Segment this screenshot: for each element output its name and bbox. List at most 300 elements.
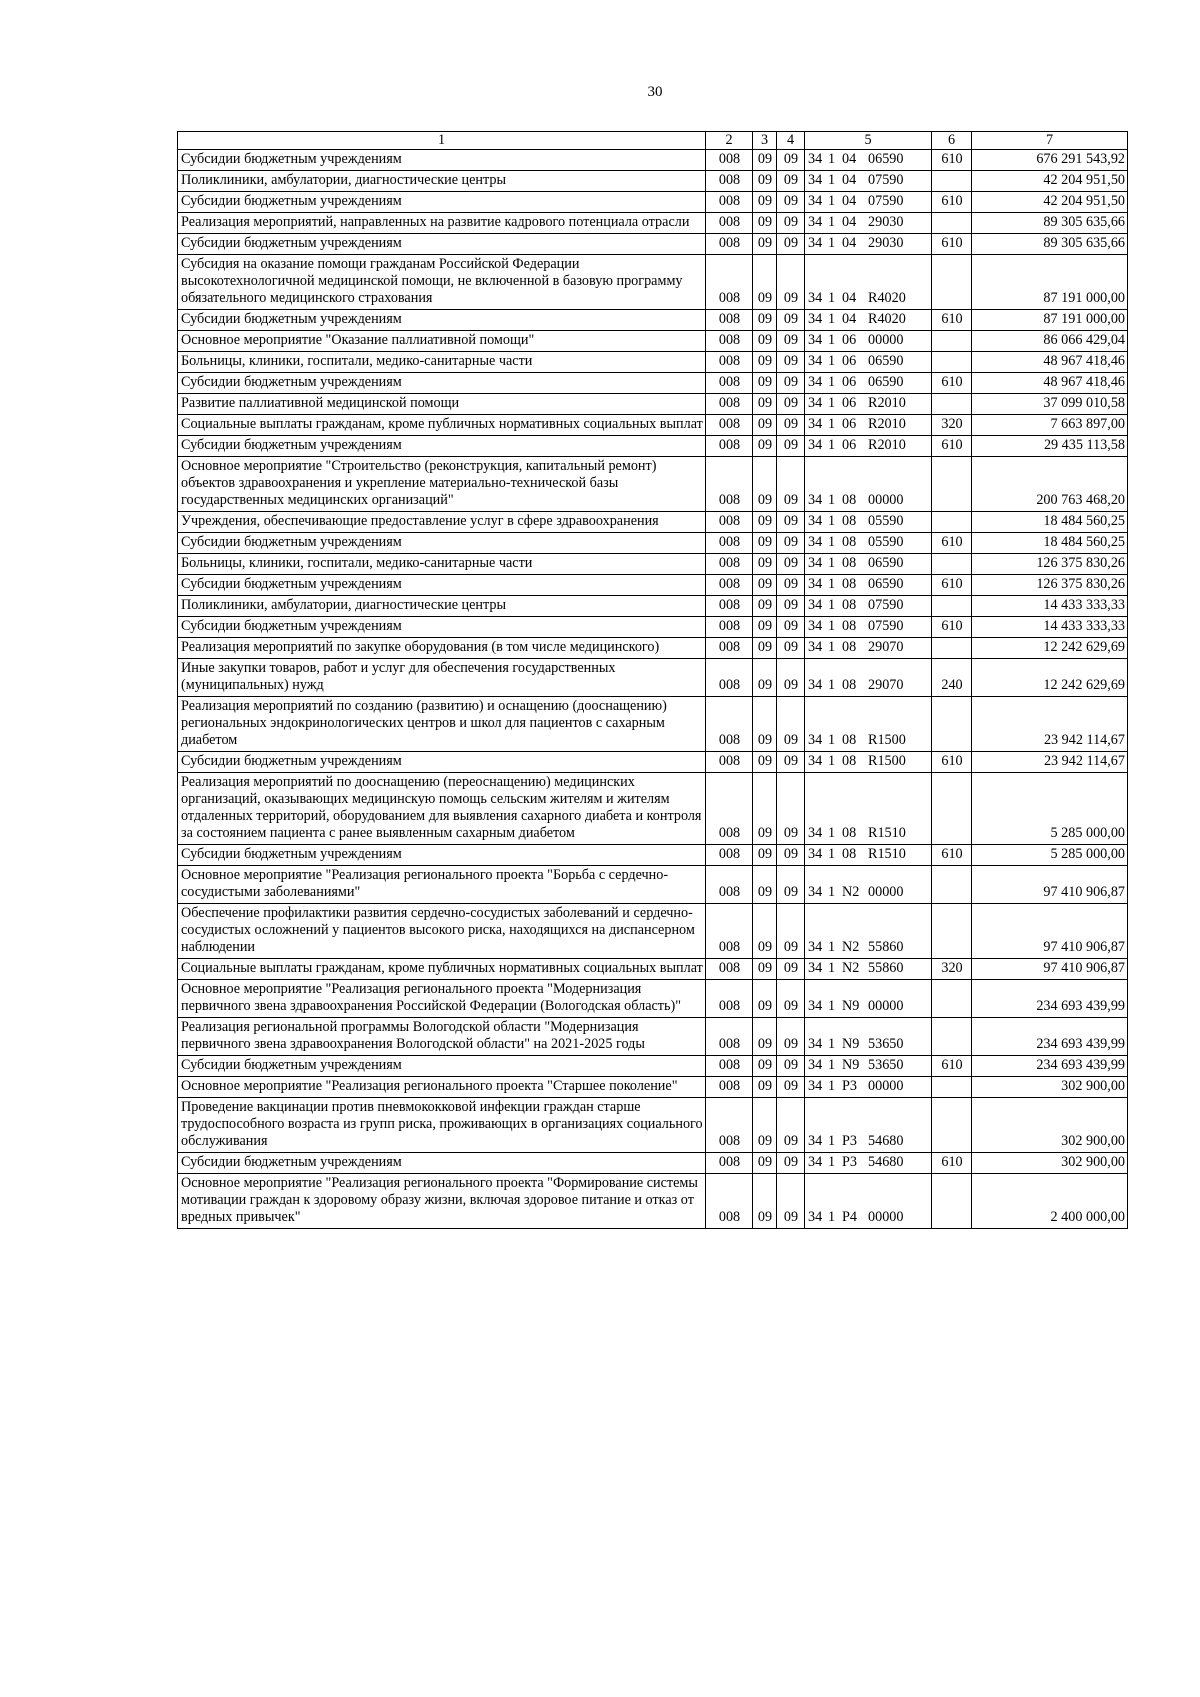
subsection-code: 09 xyxy=(777,1153,805,1174)
item-name: Реализация мероприятий по созданию (развитию) и оснащению (дооснащению) региональных эндокринологических центров и школ для пациентов с сахарным диабетом xyxy=(178,697,706,752)
target-article-part: 1 xyxy=(828,534,836,550)
target-article-part: 1 xyxy=(828,555,836,571)
target-article-code xyxy=(805,213,932,234)
target-article-part: 06590 xyxy=(868,576,904,592)
header-cell: 2 xyxy=(706,132,753,150)
section-code: 09 xyxy=(753,415,777,436)
target-article-code xyxy=(805,1077,932,1098)
target-article-part: 34 xyxy=(808,998,823,1014)
target-article-part: 1 xyxy=(828,513,836,529)
target-article-code xyxy=(805,959,932,980)
target-article-part: 1 xyxy=(828,618,836,634)
item-name: Субсидии бюджетным учреждениям xyxy=(178,234,706,255)
subsection-code: 09 xyxy=(777,845,805,866)
target-article-part: 1 xyxy=(828,576,836,592)
target-article-part: 04 xyxy=(842,172,857,188)
section-code: 09 xyxy=(753,866,777,904)
amount: 302 900,00 xyxy=(972,1098,1128,1153)
expense-type-code xyxy=(932,213,972,234)
target-article-part: 04 xyxy=(842,151,857,167)
item-name: Реализация мероприятий по закупке оборудования (в том числе медицинского) xyxy=(178,638,706,659)
table-row xyxy=(178,192,1128,213)
target-article-part: 07590 xyxy=(868,597,904,613)
target-article-code xyxy=(805,1098,932,1153)
expense-type-code: 320 xyxy=(932,415,972,436)
target-article-part: 1 xyxy=(828,825,836,841)
target-article-part: 1 xyxy=(828,332,836,348)
target-article-part: 1 xyxy=(828,374,836,390)
section-code: 09 xyxy=(753,310,777,331)
target-article-code xyxy=(805,352,932,373)
amount: 200 763 468,20 xyxy=(972,457,1128,512)
target-article-part: 54680 xyxy=(868,1154,904,1170)
table-row xyxy=(178,1098,1128,1153)
target-article-part: 34 xyxy=(808,846,823,862)
table-row xyxy=(178,638,1128,659)
target-article-part: 04 xyxy=(842,214,857,230)
table-row xyxy=(178,415,1128,436)
section-code: 09 xyxy=(753,255,777,310)
target-article-part: 34 xyxy=(808,437,823,453)
table-row xyxy=(178,1153,1128,1174)
ministry-code: 008 xyxy=(706,234,753,255)
ministry-code: 008 xyxy=(706,171,753,192)
target-article-code xyxy=(805,150,932,171)
ministry-code: 008 xyxy=(706,310,753,331)
amount: 234 693 439,99 xyxy=(972,1056,1128,1077)
table-row xyxy=(178,512,1128,533)
target-article-part: 00000 xyxy=(868,998,904,1014)
target-article-part: 08 xyxy=(842,753,857,769)
subsection-code: 09 xyxy=(777,394,805,415)
target-article-part: 1 xyxy=(828,437,836,453)
ministry-code: 008 xyxy=(706,331,753,352)
target-article-code xyxy=(805,845,932,866)
target-article-part: N9 xyxy=(842,1057,860,1073)
section-code: 09 xyxy=(753,638,777,659)
target-article-part: 34 xyxy=(808,151,823,167)
expense-type-code xyxy=(932,904,972,959)
target-article-part: 08 xyxy=(842,576,857,592)
amount: 87 191 000,00 xyxy=(972,310,1128,331)
target-article-part: 1 xyxy=(828,960,836,976)
target-article-part: 1 xyxy=(828,597,836,613)
subsection-code: 09 xyxy=(777,1056,805,1077)
target-article-part: 06590 xyxy=(868,555,904,571)
table-row xyxy=(178,866,1128,904)
target-article-part: 1 xyxy=(828,416,836,432)
target-article-code xyxy=(805,310,932,331)
target-article-part: 34 xyxy=(808,235,823,251)
amount: 234 693 439,99 xyxy=(972,980,1128,1018)
target-article-part: 34 xyxy=(808,534,823,550)
ministry-code: 008 xyxy=(706,554,753,575)
target-article-part: N2 xyxy=(842,939,860,955)
section-code: 09 xyxy=(753,352,777,373)
table-row xyxy=(178,331,1128,352)
target-article-part: 34 xyxy=(808,884,823,900)
subsection-code: 09 xyxy=(777,373,805,394)
amount: 48 967 418,46 xyxy=(972,373,1128,394)
target-article-part: 29030 xyxy=(868,235,904,251)
section-code: 09 xyxy=(753,436,777,457)
target-article-part: 06 xyxy=(842,332,857,348)
expense-type-code: 240 xyxy=(932,659,972,697)
target-article-part: R1500 xyxy=(868,732,906,748)
expense-type-code xyxy=(932,352,972,373)
target-article-part: 08 xyxy=(842,555,857,571)
target-article-code xyxy=(805,752,932,773)
table-row xyxy=(178,1077,1128,1098)
table-row xyxy=(178,659,1128,697)
section-code: 09 xyxy=(753,192,777,213)
subsection-code: 09 xyxy=(777,457,805,512)
target-article-code xyxy=(805,904,932,959)
expense-type-code: 610 xyxy=(932,234,972,255)
target-article-part: N2 xyxy=(842,884,860,900)
section-code: 09 xyxy=(753,213,777,234)
target-article-part: 29070 xyxy=(868,639,904,655)
target-article-part: 29070 xyxy=(868,677,904,693)
target-article-part: 07590 xyxy=(868,618,904,634)
subsection-code: 09 xyxy=(777,659,805,697)
ministry-code: 008 xyxy=(706,959,753,980)
target-article-part: 1 xyxy=(828,1154,836,1170)
table-row xyxy=(178,533,1128,554)
ministry-code: 008 xyxy=(706,192,753,213)
item-name: Развитие паллиативной медицинской помощи xyxy=(178,394,706,415)
amount: 5 285 000,00 xyxy=(972,773,1128,845)
amount: 42 204 951,50 xyxy=(972,171,1128,192)
ministry-code: 008 xyxy=(706,866,753,904)
target-article-code xyxy=(805,866,932,904)
item-name: Субсидии бюджетным учреждениям xyxy=(178,1153,706,1174)
target-article-part: 00000 xyxy=(868,1209,904,1225)
item-name: Реализация мероприятий, направленных на развитие кадрового потенциала отрасли xyxy=(178,213,706,234)
subsection-code: 09 xyxy=(777,192,805,213)
item-name: Субсидии бюджетным учреждениям xyxy=(178,373,706,394)
section-code: 09 xyxy=(753,980,777,1018)
table-row xyxy=(178,554,1128,575)
target-article-code xyxy=(805,575,932,596)
ministry-code: 008 xyxy=(706,150,753,171)
target-article-part: 34 xyxy=(808,825,823,841)
ministry-code: 008 xyxy=(706,1098,753,1153)
subsection-code: 09 xyxy=(777,980,805,1018)
target-article-part: 34 xyxy=(808,753,823,769)
section-code: 09 xyxy=(753,533,777,554)
expense-type-code xyxy=(932,773,972,845)
table-row xyxy=(178,1174,1128,1229)
target-article-part: 04 xyxy=(842,290,857,306)
table-row xyxy=(178,845,1128,866)
table-row xyxy=(178,959,1128,980)
target-article-code xyxy=(805,697,932,752)
table-row xyxy=(178,234,1128,255)
table-row xyxy=(178,773,1128,845)
subsection-code: 09 xyxy=(777,1077,805,1098)
ministry-code: 008 xyxy=(706,752,753,773)
section-code: 09 xyxy=(753,373,777,394)
expense-type-code xyxy=(932,512,972,533)
expense-type-code: 610 xyxy=(932,436,972,457)
target-article-part: 00000 xyxy=(868,332,904,348)
page-number: 30 xyxy=(647,84,663,100)
target-article-part: 34 xyxy=(808,960,823,976)
section-code: 09 xyxy=(753,554,777,575)
target-article-part: 1 xyxy=(828,939,836,955)
target-article-part: 1 xyxy=(828,353,836,369)
amount: 87 191 000,00 xyxy=(972,255,1128,310)
table-row xyxy=(178,1056,1128,1077)
budget-table xyxy=(177,131,1128,1229)
ministry-code: 008 xyxy=(706,773,753,845)
subsection-code: 09 xyxy=(777,234,805,255)
item-name: Обеспечение профилактики развития сердечно-сосудистых заболеваний и сердечно-сосудистых осложнений у пациентов высокого риска, находящихся на диспансерном наблюдении xyxy=(178,904,706,959)
ministry-code: 008 xyxy=(706,373,753,394)
target-article-code xyxy=(805,554,932,575)
amount: 48 967 418,46 xyxy=(972,352,1128,373)
target-article-part: 06 xyxy=(842,353,857,369)
subsection-code: 09 xyxy=(777,697,805,752)
target-article-part: 1 xyxy=(828,311,836,327)
target-article-code xyxy=(805,255,932,310)
table-row xyxy=(178,255,1128,310)
target-article-part: 55860 xyxy=(868,939,904,955)
target-article-part: 1 xyxy=(828,214,836,230)
expense-type-code: 610 xyxy=(932,845,972,866)
expense-type-code: 610 xyxy=(932,310,972,331)
table-row xyxy=(178,617,1128,638)
item-name: Субсидии бюджетным учреждениям xyxy=(178,310,706,331)
section-code: 09 xyxy=(753,845,777,866)
section-code: 09 xyxy=(753,171,777,192)
table-row xyxy=(178,171,1128,192)
target-article-part: R4020 xyxy=(868,290,906,306)
target-article-part: 07590 xyxy=(868,193,904,209)
target-article-part: 04 xyxy=(842,235,857,251)
target-article-part: 06 xyxy=(842,395,857,411)
expense-type-code xyxy=(932,980,972,1018)
target-article-part: 34 xyxy=(808,172,823,188)
ministry-code: 008 xyxy=(706,457,753,512)
target-article-code xyxy=(805,1174,932,1229)
target-article-part: 34 xyxy=(808,416,823,432)
target-article-part: 1 xyxy=(828,639,836,655)
target-article-part: N9 xyxy=(842,1036,860,1052)
ministry-code: 008 xyxy=(706,1153,753,1174)
subsection-code: 09 xyxy=(777,866,805,904)
section-code: 09 xyxy=(753,1077,777,1098)
item-name: Реализация региональной программы Вологодской области "Модернизация первичного звена здравоохранения Вологодской области" на 2021-2025 годы xyxy=(178,1018,706,1056)
item-name: Поликлиники, амбулатории, диагностические центры xyxy=(178,171,706,192)
target-article-code xyxy=(805,373,932,394)
table-row xyxy=(178,575,1128,596)
target-article-part: 29030 xyxy=(868,214,904,230)
amount: 126 375 830,26 xyxy=(972,575,1128,596)
target-article-code xyxy=(805,1056,932,1077)
target-article-part: 08 xyxy=(842,639,857,655)
expense-type-code: 610 xyxy=(932,150,972,171)
item-name: Основное мероприятие "Реализация регионального проекта "Формирование системы мотивации граждан к здоровому образу жизни, включая здоровое питание и отказ от вредных привычек" xyxy=(178,1174,706,1229)
target-article-part: 34 xyxy=(808,492,823,508)
target-article-part: 34 xyxy=(808,732,823,748)
subsection-code: 09 xyxy=(777,171,805,192)
target-article-part: 08 xyxy=(842,513,857,529)
ministry-code: 008 xyxy=(706,980,753,1018)
expense-type-code xyxy=(932,457,972,512)
target-article-part: 08 xyxy=(842,846,857,862)
amount: 5 285 000,00 xyxy=(972,845,1128,866)
target-article-code xyxy=(805,171,932,192)
ministry-code: 008 xyxy=(706,415,753,436)
ministry-code: 008 xyxy=(706,596,753,617)
target-article-part: 1 xyxy=(828,846,836,862)
ministry-code: 008 xyxy=(706,352,753,373)
target-article-part: 05590 xyxy=(868,534,904,550)
target-article-part: 1 xyxy=(828,290,836,306)
target-article-part: N2 xyxy=(842,960,860,976)
target-article-part: 06 xyxy=(842,416,857,432)
expense-type-code xyxy=(932,697,972,752)
amount: 37 099 010,58 xyxy=(972,394,1128,415)
amount: 14 433 333,33 xyxy=(972,596,1128,617)
item-name: Социальные выплаты гражданам, кроме публичных нормативных социальных выплат xyxy=(178,959,706,980)
target-article-part: 06 xyxy=(842,374,857,390)
target-article-part: 34 xyxy=(808,374,823,390)
subsection-code: 09 xyxy=(777,331,805,352)
target-article-part: R2010 xyxy=(868,395,906,411)
target-article-part: 07590 xyxy=(868,172,904,188)
target-article-part: 34 xyxy=(808,597,823,613)
target-article-part: 1 xyxy=(828,1133,836,1149)
target-article-part: 34 xyxy=(808,639,823,655)
target-article-code xyxy=(805,234,932,255)
item-name: Основное мероприятие "Строительство (реконструкция, капитальный ремонт) объектов здравоохранения и укрепление материально-технической базы государственных медицинских организаций" xyxy=(178,457,706,512)
amount: 126 375 830,26 xyxy=(972,554,1128,575)
target-article-part: 06590 xyxy=(868,374,904,390)
target-article-part: 1 xyxy=(828,884,836,900)
target-article-part: 1 xyxy=(828,492,836,508)
amount: 7 663 897,00 xyxy=(972,415,1128,436)
ministry-code: 008 xyxy=(706,697,753,752)
header-cell: 4 xyxy=(777,132,805,150)
target-article-code xyxy=(805,192,932,213)
target-article-part: 34 xyxy=(808,1133,823,1149)
target-article-part: 34 xyxy=(808,1078,823,1094)
subsection-code: 09 xyxy=(777,1174,805,1229)
header-cell: 6 xyxy=(932,132,972,150)
target-article-part: 05590 xyxy=(868,513,904,529)
section-code: 09 xyxy=(753,1098,777,1153)
amount: 302 900,00 xyxy=(972,1153,1128,1174)
target-article-part: R2010 xyxy=(868,437,906,453)
table-row xyxy=(178,980,1128,1018)
target-article-part: P3 xyxy=(842,1078,857,1094)
item-name: Иные закупки товаров, работ и услуг для обеспечения государственных (муниципальных) нужд xyxy=(178,659,706,697)
section-code: 09 xyxy=(753,752,777,773)
section-code: 09 xyxy=(753,1018,777,1056)
expense-type-code xyxy=(932,394,972,415)
table-row xyxy=(178,373,1128,394)
amount: 89 305 635,66 xyxy=(972,213,1128,234)
target-article-part: 08 xyxy=(842,618,857,634)
expense-type-code: 610 xyxy=(932,373,972,394)
target-article-part: N9 xyxy=(842,998,860,1014)
item-name: Субсидии бюджетным учреждениям xyxy=(178,436,706,457)
target-article-part: 08 xyxy=(842,492,857,508)
target-article-part: 1 xyxy=(828,395,836,411)
target-article-part: 00000 xyxy=(868,1078,904,1094)
ministry-code: 008 xyxy=(706,1174,753,1229)
ministry-code: 008 xyxy=(706,255,753,310)
ministry-code: 008 xyxy=(706,659,753,697)
subsection-code: 09 xyxy=(777,904,805,959)
target-article-code xyxy=(805,436,932,457)
target-article-code xyxy=(805,394,932,415)
expense-type-code xyxy=(932,1077,972,1098)
subsection-code: 09 xyxy=(777,512,805,533)
amount: 18 484 560,25 xyxy=(972,533,1128,554)
table-row xyxy=(178,596,1128,617)
target-article-part: R1500 xyxy=(868,753,906,769)
table-row xyxy=(178,310,1128,331)
expense-type-code xyxy=(932,255,972,310)
target-article-part: 08 xyxy=(842,732,857,748)
item-name: Больницы, клиники, госпитали, медико-санитарные части xyxy=(178,352,706,373)
target-article-part: P3 xyxy=(842,1133,857,1149)
expense-type-code: 610 xyxy=(932,533,972,554)
target-article-part: R1510 xyxy=(868,825,906,841)
header-cell: 1 xyxy=(178,132,706,150)
table-row xyxy=(178,436,1128,457)
section-code: 09 xyxy=(753,512,777,533)
item-name: Субсидии бюджетным учреждениям xyxy=(178,575,706,596)
section-code: 09 xyxy=(753,394,777,415)
target-article-part: 00000 xyxy=(868,884,904,900)
target-article-part: 1 xyxy=(828,1078,836,1094)
expense-type-code xyxy=(932,171,972,192)
expense-type-code: 610 xyxy=(932,617,972,638)
expense-type-code xyxy=(932,554,972,575)
subsection-code: 09 xyxy=(777,533,805,554)
ministry-code: 008 xyxy=(706,1077,753,1098)
expense-type-code xyxy=(932,331,972,352)
amount: 97 410 906,87 xyxy=(972,904,1128,959)
amount: 97 410 906,87 xyxy=(972,866,1128,904)
section-code: 09 xyxy=(753,457,777,512)
section-code: 09 xyxy=(753,959,777,980)
target-article-part: 08 xyxy=(842,597,857,613)
target-article-part: 34 xyxy=(808,618,823,634)
target-article-part: 34 xyxy=(808,353,823,369)
target-article-part: 06590 xyxy=(868,151,904,167)
expense-type-code xyxy=(932,596,972,617)
target-article-code xyxy=(805,1018,932,1056)
target-article-part: 34 xyxy=(808,214,823,230)
amount: 302 900,00 xyxy=(972,1077,1128,1098)
item-name: Основное мероприятие "Реализация регионального проекта "Старшее поколение" xyxy=(178,1077,706,1098)
ministry-code: 008 xyxy=(706,575,753,596)
subsection-code: 09 xyxy=(777,1098,805,1153)
subsection-code: 09 xyxy=(777,415,805,436)
amount: 12 242 629,69 xyxy=(972,638,1128,659)
expense-type-code: 610 xyxy=(932,1056,972,1077)
target-article-code xyxy=(805,773,932,845)
amount: 676 291 543,92 xyxy=(972,150,1128,171)
table-body xyxy=(178,150,1128,1229)
table-row xyxy=(178,213,1128,234)
